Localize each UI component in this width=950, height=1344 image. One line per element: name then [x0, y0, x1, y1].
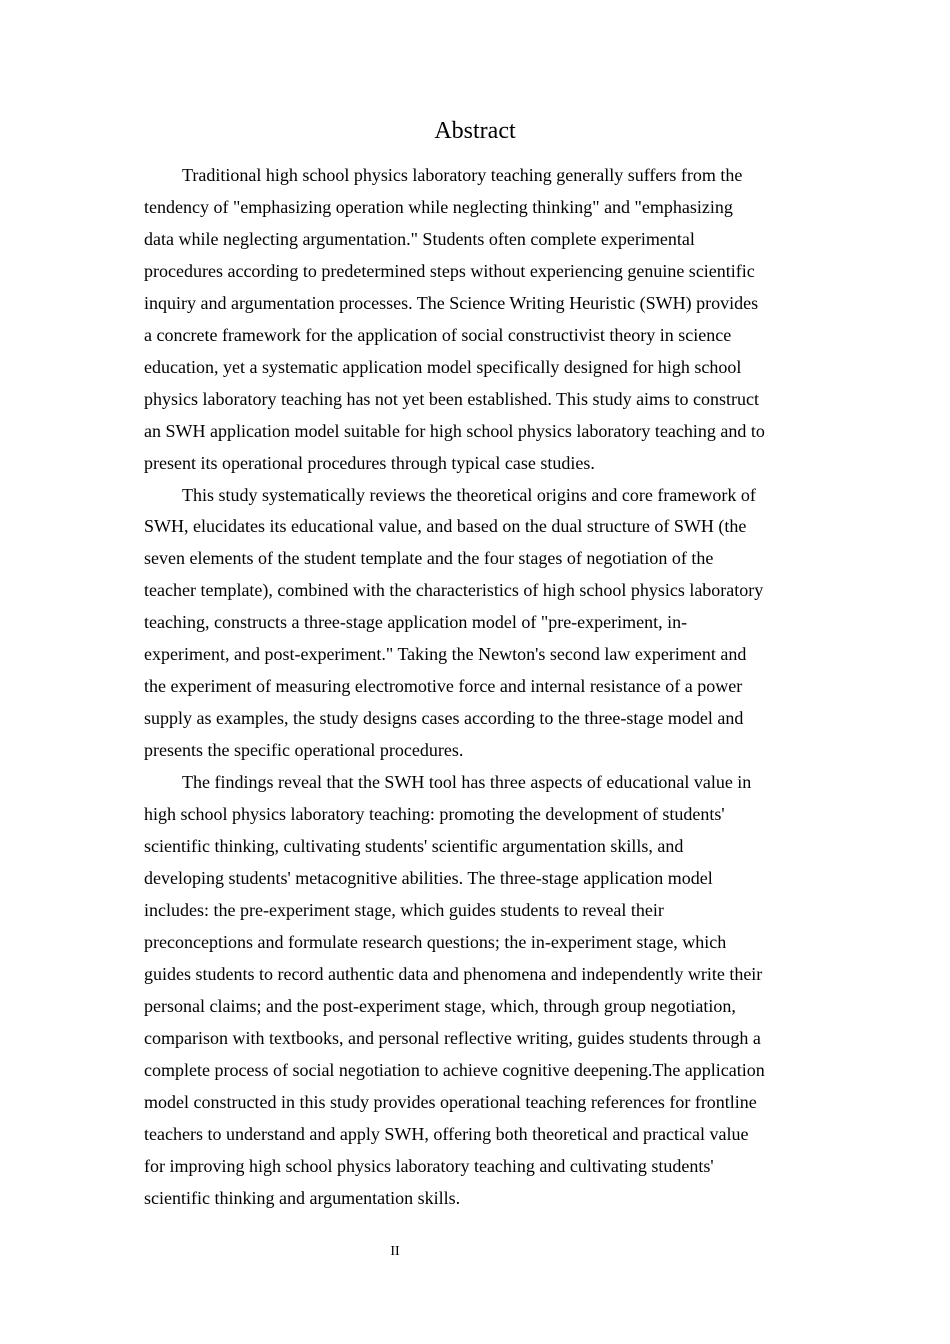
text-line: model constructed in this study provides operational teaching references for frontline [144, 1091, 757, 1112]
text-line: data while neglecting argumentation." Students often complete experimental [144, 228, 695, 249]
text-line: teachers to understand and apply SWH, offering both theoretical and practical value [144, 1123, 749, 1144]
text-line: the experiment of measuring electromotive force and internal resistance of a power [144, 676, 743, 697]
page-number: II [390, 1244, 400, 1259]
text-line: preconceptions and formulate research questions; the in-experiment stage, which [144, 931, 727, 952]
text-line: This study systematically reviews the theoretical origins and core framework of [182, 484, 756, 505]
text-line: scientific thinking, cultivating students' scientific argumentation skills, and [144, 836, 684, 857]
paragraph-2 [144, 480, 806, 768]
text-line: high school physics laboratory teaching: promoting the development of students' [144, 804, 725, 825]
text-line: physics laboratory teaching has not yet been established. This study aims to construct [144, 388, 760, 409]
text-line: SWH, elucidates its educational value, and based on the dual structure of SWH (the [144, 516, 747, 537]
abstract-body [144, 160, 806, 1214]
text-line: complete process of social negotiation to achieve cognitive deepening.The application [144, 1059, 765, 1080]
text-line: tendency of "emphasizing operation while neglecting thinking" and "emphasizing [144, 196, 733, 217]
paragraph-3 [144, 767, 806, 1214]
text-line: presents the specific operational procedures. [144, 740, 464, 761]
text-line: inquiry and argumentation processes. The Science Writing Heuristic (SWH) provides [144, 292, 759, 313]
text-line: supply as examples, the study designs cases according to the three-stage model and [144, 708, 744, 729]
text-line: Traditional high school physics laboratory teaching generally suffers from the [182, 165, 743, 185]
text-line: The findings reveal that the SWH tool has three aspects of educational value in [182, 772, 752, 793]
text-line: procedures according to predetermined steps without experiencing genuine scientific [144, 260, 755, 281]
text-line: education, yet a systematic application model specifically designed for high school [144, 356, 742, 377]
text-line: scientific thinking and argumentation skills. [144, 1187, 461, 1208]
page-title: Abstract [434, 118, 516, 144]
text-line: seven elements of the student template and the four stages of negotiation of the [144, 548, 714, 569]
text-line: developing students' metacognitive abilities. The three-stage application model [144, 867, 713, 888]
text-line: a concrete framework for the application of social constructivist theory in science [144, 324, 732, 345]
text-line: present its operational procedures through typical case studies. [144, 452, 595, 473]
text-line: experiment, and post-experiment." Taking the Newton's second law experiment and [144, 644, 747, 665]
text-line: personal claims; and the post-experiment stage, which, through group negotiation, [144, 995, 736, 1016]
text-line: teaching, constructs a three-stage application model of "pre-experiment, in- [144, 612, 688, 633]
paragraph-1 [144, 160, 806, 480]
text-line: includes: the pre-experiment stage, which guides students to reveal their [144, 899, 664, 920]
text-line: teacher template), combined with the characteristics of high school physics laboratory [144, 580, 764, 601]
text-line: guides students to record authentic data and phenomena and independently write their [144, 963, 763, 984]
text-line: for improving high school physics laboratory teaching and cultivating students' [144, 1155, 714, 1176]
text-line: comparison with textbooks, and personal reflective writing, guides students through a [144, 1027, 761, 1048]
text-line: an SWH application model suitable for high school physics laboratory teaching and to [144, 420, 765, 441]
